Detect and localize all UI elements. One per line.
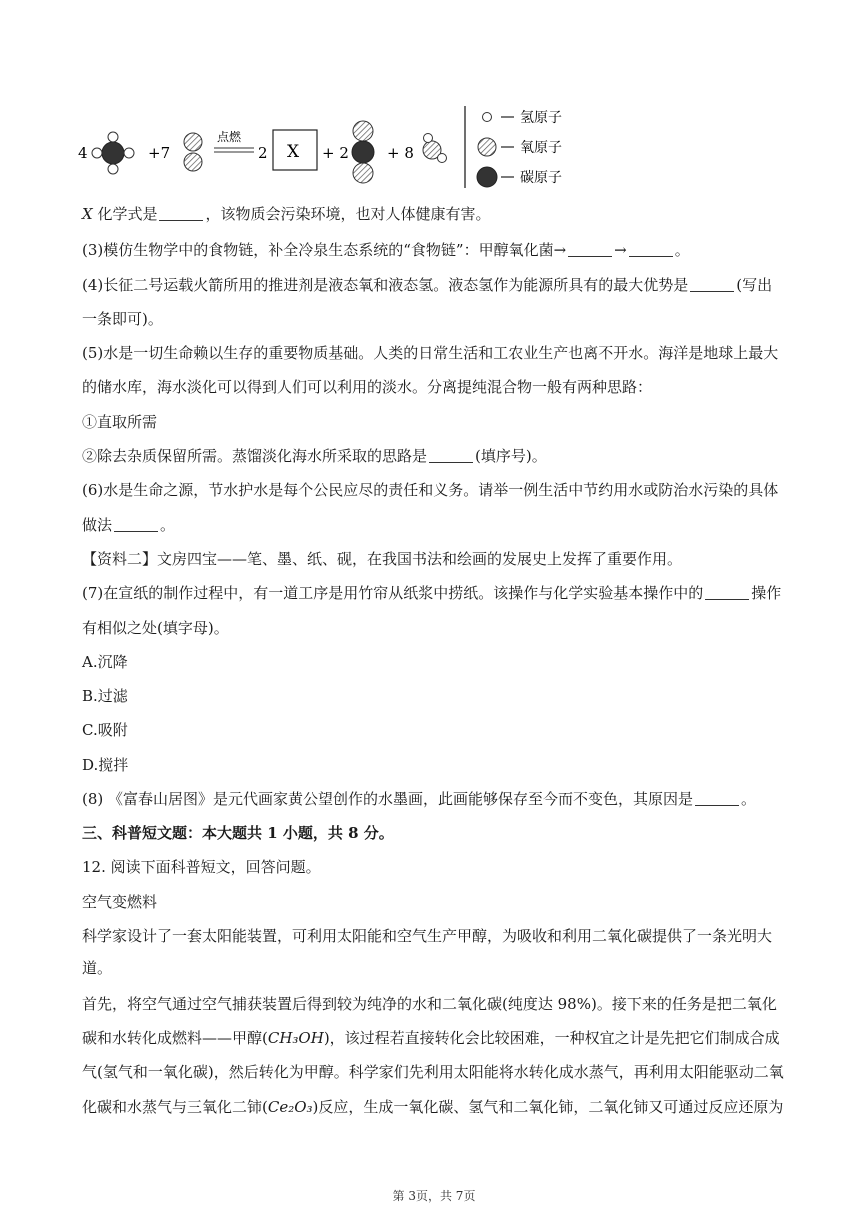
formula-methanol: CH₃OH bbox=[267, 1029, 324, 1047]
answer-blank[interactable] bbox=[629, 242, 673, 257]
question-6-cont: 做法 。 bbox=[82, 516, 176, 534]
coef-4: + 2 bbox=[322, 144, 349, 162]
question-5: (5)水是一切生命赖以生存的重要物质基础。人类的日常生活和工农业生产也离不开水。海洋是地球上最大 bbox=[82, 344, 779, 362]
line-x-formula: X 化学式是 ，该物质会污染环境，也对人体健康有害。 bbox=[82, 205, 491, 223]
molecule-co2 bbox=[352, 121, 374, 183]
question-12: 12. 阅读下面科普短文，回答问题。 bbox=[82, 858, 321, 876]
reaction-condition: 点燃 bbox=[217, 130, 242, 144]
answer-blank[interactable] bbox=[429, 448, 473, 463]
molecule-h2o bbox=[423, 134, 447, 163]
coef-5: + 8 bbox=[387, 144, 414, 162]
legend-hydrogen bbox=[483, 110, 563, 126]
product-x: X bbox=[287, 142, 300, 162]
answer-blank[interactable] bbox=[705, 585, 749, 600]
paragraph-2-line-3: 气(氢气和一氧化碳)，然后转化为甲醇。科学家们先利用太阳能将水转化成水蒸气，再利用太阳能驱动二氧 bbox=[82, 1063, 784, 1081]
question-7: (7)在宣纸的制作过程中，有一道工序是用竹帘从纸浆中捞纸。该操作与化学实验基本操作中的 操作 bbox=[82, 584, 782, 602]
question-7-cont: 有相似之处(填字母)。 bbox=[82, 619, 229, 637]
paragraph-2-line-1: 首先，将空气通过空气捕获装置后得到较为纯净的水和二氧化碳(纯度达 98%)。接下来的任务是把二氧化 bbox=[82, 995, 777, 1013]
material-2: 【资料二】文房四宝——笔、墨、纸、砚，在我国书法和绘画的发展史上发挥了重要作用。 bbox=[82, 550, 683, 568]
reaction-diagram bbox=[0, 0, 868, 200]
legend-carbon-label: 碳原子 bbox=[520, 170, 562, 186]
paragraph-2-line-4: 化碳和水蒸气与三氧化二铈(Ce₂O₃)反应，生成一氧化碳、氢气和二氧化铈，二氧化铈又可通过反应还原为 bbox=[82, 1098, 784, 1116]
legend-oxygen-label: 氧原子 bbox=[520, 140, 562, 156]
paragraph-1-line-1: 科学家设计了一套太阳能装置，可利用太阳能和空气生产甲醇，为吸收和利用二氧化碳提供了一条光明大 bbox=[82, 927, 773, 945]
paragraph-1-line-2: 道。 bbox=[82, 959, 113, 977]
page-footer: 第 3页，共 7页 bbox=[392, 1189, 476, 1203]
legend-carbon bbox=[477, 167, 562, 187]
question-5-idea-1: ①直取所需 bbox=[82, 413, 158, 431]
coef-2: +7 bbox=[148, 144, 171, 162]
coef-1: 4 bbox=[78, 144, 88, 162]
answer-blank[interactable] bbox=[690, 277, 734, 292]
option-d[interactable]: D.搅拌 bbox=[82, 756, 129, 774]
option-c[interactable]: C.吸附 bbox=[82, 721, 128, 739]
question-3: (3)模仿生物学中的食物链，补全冷泉生态系统的“食物链”：甲醇氧化菌→ → 。 bbox=[82, 241, 690, 259]
answer-blank[interactable] bbox=[695, 791, 739, 806]
answer-blank[interactable] bbox=[568, 242, 612, 257]
legend-hydrogen-label: 氢原子 bbox=[520, 110, 562, 126]
question-6: (6)水是生命之源，节水护水是每个公民应尽的责任和义务。请举一例生活中节约用水或防治水污染的具体 bbox=[82, 481, 779, 499]
molecule-ch4 bbox=[92, 132, 134, 174]
question-8: (8) 《富春山居图》是元代画家黄公望创作的水墨画，此画能够保存至今而不变色，其原因是 。 bbox=[82, 790, 757, 808]
formula-ce2o3: Ce₂O₃ bbox=[267, 1098, 313, 1116]
legend-oxygen bbox=[478, 138, 562, 156]
article-title: 空气变燃料 bbox=[82, 893, 158, 911]
section-3-heading: 三、科普短文题：本大题共 1 小题，共 8 分。 bbox=[82, 824, 394, 842]
coef-3: 2 bbox=[258, 144, 268, 162]
question-5-cont: 的储水库，海水淡化可以得到人们可以利用的淡水。分离提纯混合物一般有两种思路： bbox=[82, 378, 653, 396]
paragraph-2-line-2: 碳和水转化成燃料——甲醇(CH₃OH)，该过程若直接转化会比较困难，一种权宜之计是先把它们制成合成 bbox=[82, 1029, 780, 1047]
question-5-idea-2: ②除去杂质保留所需。蒸馏淡化海水所采取的思路是 (填序号)。 bbox=[82, 447, 547, 465]
answer-blank[interactable] bbox=[114, 517, 158, 532]
molecule-o2 bbox=[184, 133, 202, 171]
option-b[interactable]: B.过滤 bbox=[82, 687, 128, 705]
answer-blank[interactable] bbox=[159, 206, 203, 221]
option-a[interactable]: A.沉降 bbox=[82, 653, 128, 671]
question-4-cont: 一条即可)。 bbox=[82, 310, 163, 328]
question-4: (4)长征二号运载火箭所用的推进剂是液态氧和液态氢。液态氢作为能源所具有的最大优势是 (写出 bbox=[82, 276, 773, 294]
